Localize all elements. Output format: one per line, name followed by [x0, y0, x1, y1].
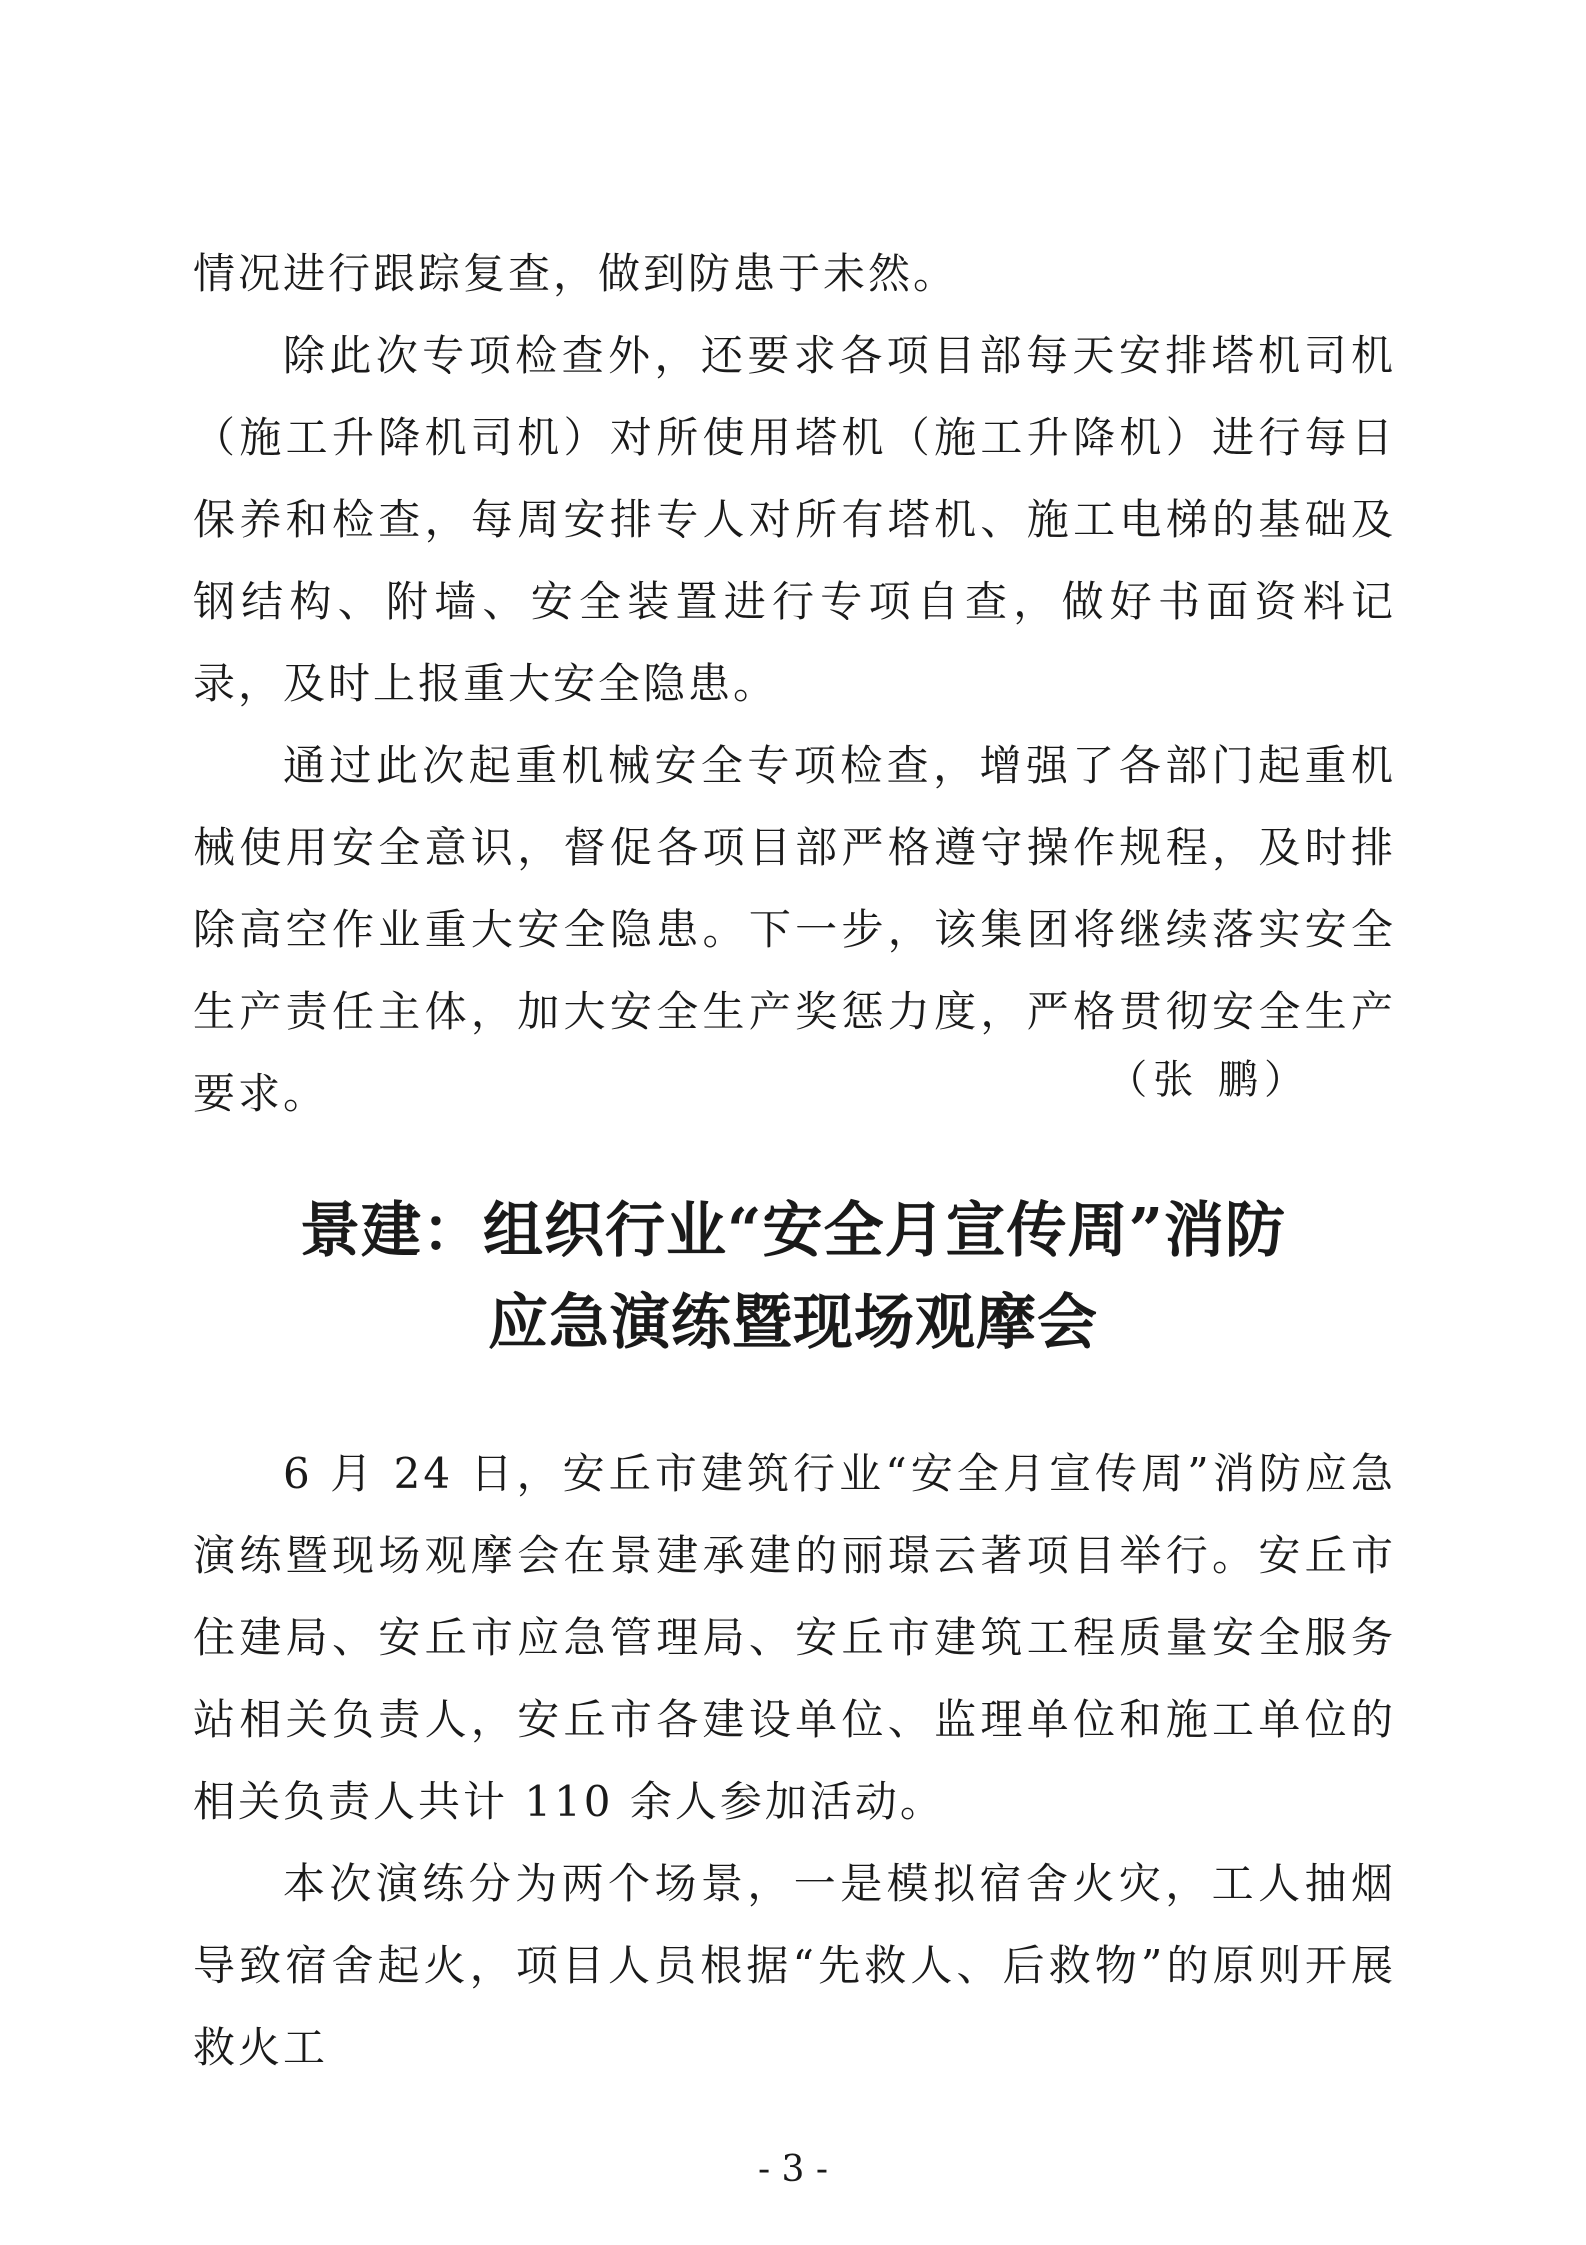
article-title-line-2: 应急演练暨现场观摩会 — [488, 1288, 1098, 1358]
paragraph-event-overview: 6 月 24 日，安丘市建筑行业“安全月宣传周”消防应急演练暨现场观摩会在景建承建的丽璟云著项目举行。安丘市住建局、安丘市应急管理局、安丘市建筑工程质量安全服务站相关负责人，安丘市各建设单位、监理单位和施工单位的相关负责人共计 110 余人参加活动。 — [193, 1449, 1396, 1826]
page-number: - 3 - — [757, 2149, 829, 2190]
paragraph-inspection-requirements: 除此次专项检查外，还要求各项目部每天安排塔机司机（施工升降机司机）对所使用塔机（施工升降机）进行每日保养和检查，每周安排专人对所有塔机、施工电梯的基础及钢结构、附墙、安全装置进行专项自查，做好书面资料记录，及时上报重大安全隐患。 — [193, 331, 1396, 708]
article-title-line-1: 景建：组织行业“安全月宣传周”消防 — [299, 1196, 1287, 1266]
paragraph-drill-scenarios: 本次演练分为两个场景，一是模拟宿舍火灾，工人抽烟导致宿舍起火，项目人员根据“先救人、后救物”的原则开展救火工 — [193, 1859, 1396, 2072]
author-byline: （张 鹏） — [1107, 1057, 1310, 1103]
paragraph-continuation: 情况进行跟踪复查，做到防患于未然。 — [193, 249, 959, 298]
paragraph-inspection-results: 通过此次起重机械安全专项检查，增强了各部门起重机械使用安全意识，督促各项目部严格遵守操作规程，及时排除高空作业重大安全隐患。下一步，该集团将继续落实安全生产责任主体，加大安全生产奖惩力度，严格贯彻安全生产要求。 — [193, 741, 1396, 1118]
article-title — [150, 1185, 1436, 1369]
